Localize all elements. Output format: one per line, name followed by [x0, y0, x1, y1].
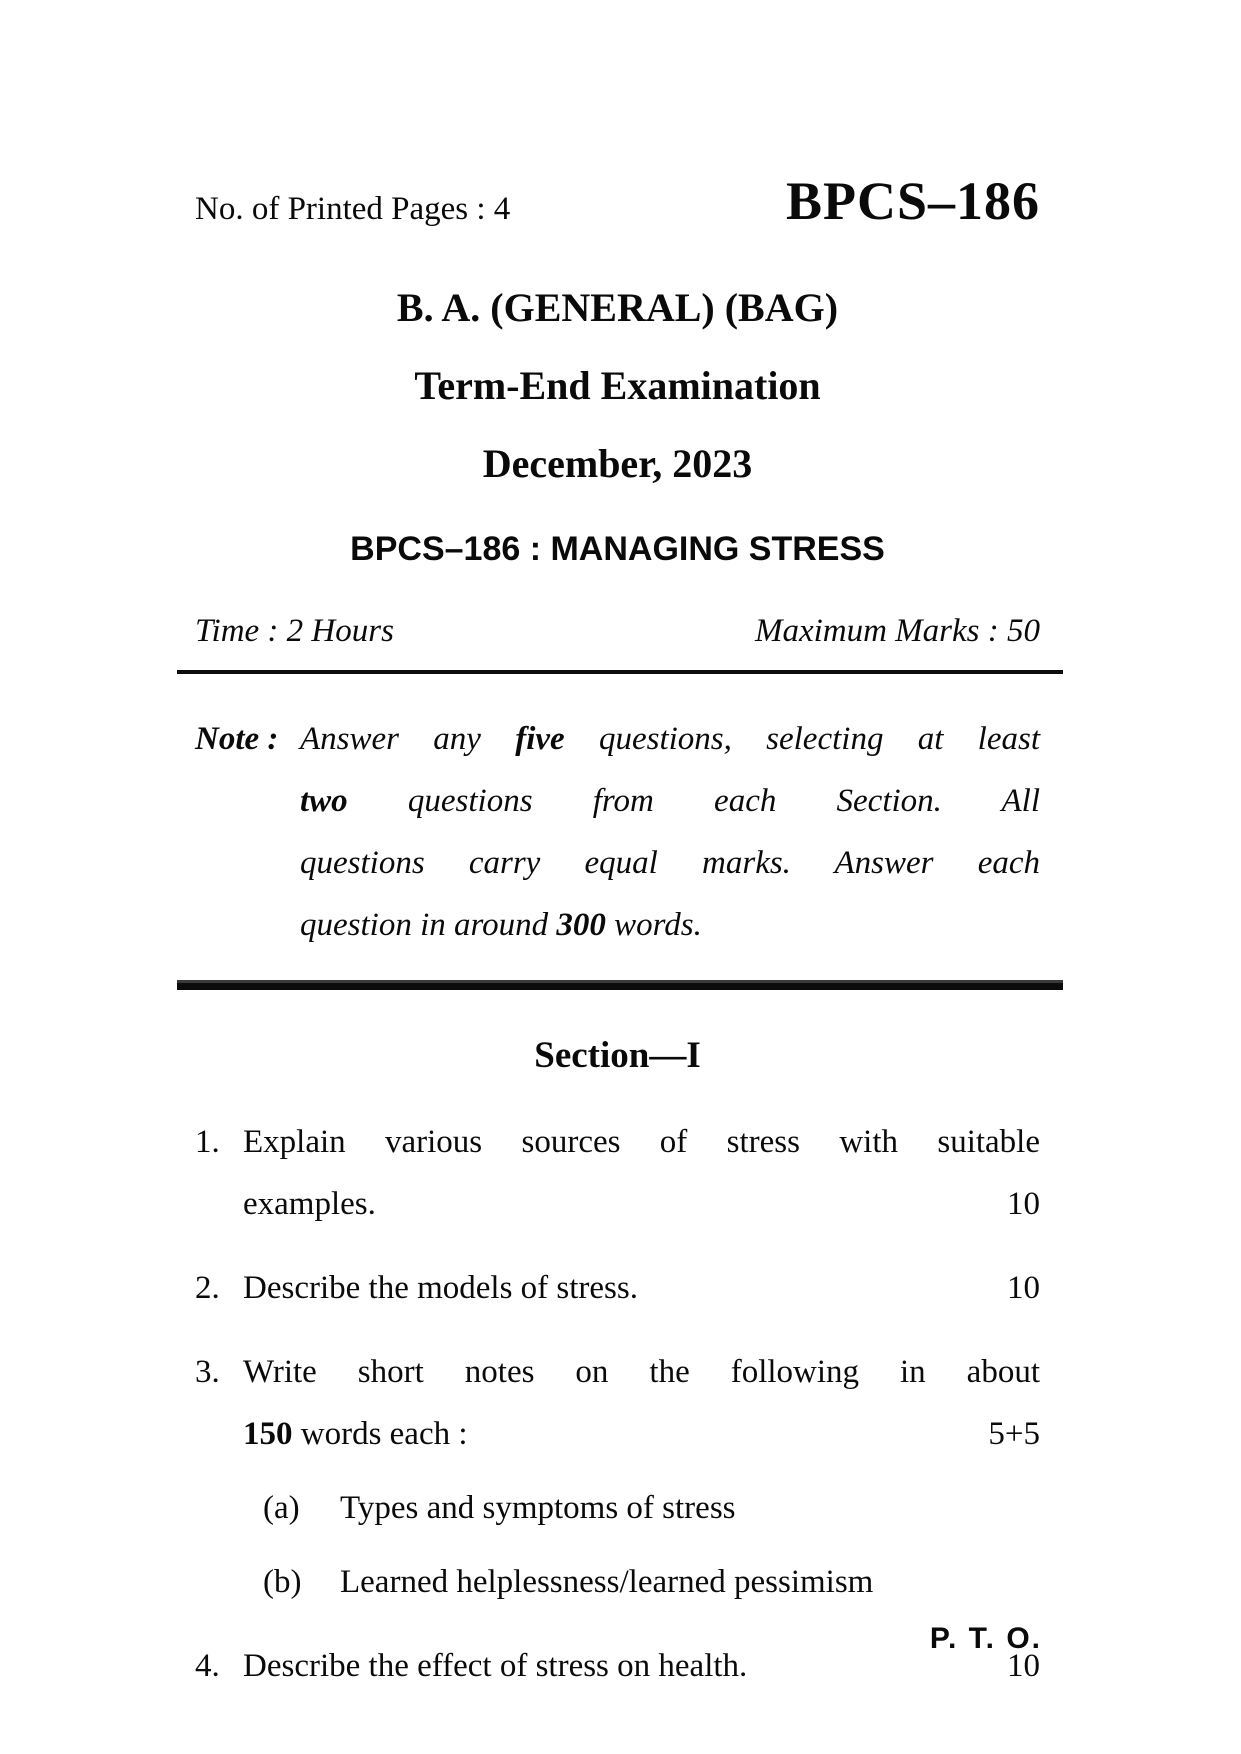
sub-question-item-a	[263, 1477, 1040, 1539]
sub-question-text: Learned helplessness/learned pessimism	[340, 1564, 874, 1600]
page-header	[195, 170, 1040, 232]
question-item-2	[195, 1257, 1040, 1319]
section-title: Section—I	[534, 1035, 701, 1076]
question-final-line	[243, 1403, 1040, 1465]
question-final-line	[243, 1173, 1040, 1235]
note-block	[195, 708, 1040, 956]
question-number: 1.	[195, 1124, 220, 1160]
note-label: Note :	[195, 721, 279, 757]
question-text: Describe the models of stress.	[243, 1270, 638, 1306]
degree-title: B. A. (GENERAL) (BAG)	[396, 285, 839, 330]
course-code-text: BPCS–186	[785, 171, 1040, 231]
course-subject-line: BPCS–186 : MANAGING STRESS	[350, 530, 885, 568]
question-body	[243, 1635, 1040, 1697]
question-item-4	[195, 1635, 1040, 1697]
printed-pages-text: No. of Printed Pages : 4	[195, 191, 511, 227]
question-final-line	[243, 1635, 1040, 1697]
question-text: examples.	[243, 1186, 376, 1222]
exam-title-block	[195, 284, 1040, 488]
sub-question-item-b	[263, 1551, 1040, 1613]
question-marks: 10	[1007, 1270, 1040, 1306]
double-rule-divider	[177, 980, 1063, 990]
sub-question-label: (a)	[263, 1490, 300, 1526]
question-marks: 5+5	[988, 1416, 1040, 1452]
question-item-1	[195, 1111, 1040, 1235]
exam-name-title: Term-End Examination	[414, 363, 821, 408]
question-body	[243, 1111, 1040, 1235]
question-final-line	[243, 1257, 1040, 1319]
question-number: 4.	[195, 1648, 220, 1684]
sub-question-label: (b)	[263, 1564, 302, 1600]
question-list	[195, 1111, 1040, 1697]
question-text-lines: Explain various sources of stress with suitable	[243, 1124, 1040, 1160]
single-rule-divider	[177, 670, 1063, 674]
max-marks-text: Maximum Marks : 50	[754, 613, 1040, 649]
sub-question-text: Types and symptoms of stress	[340, 1490, 736, 1526]
question-marks: 10	[1007, 1648, 1040, 1684]
question-body	[243, 1257, 1040, 1319]
question-item-3	[195, 1341, 1040, 1613]
time-marks-row	[195, 613, 1040, 650]
question-text-lines: Write short notes on the following in about	[243, 1354, 1040, 1390]
question-text: Describe the effect of stress on health.	[243, 1648, 748, 1684]
question-number: 3.	[195, 1354, 220, 1390]
time-allowed-text: Time : 2 Hours	[195, 613, 394, 649]
note-body: Answer any five questions, selecting at least two questions from each Section. All questions carry equal marks. Answer each question in around 300 words.	[300, 721, 1040, 943]
page-turn-over-text: P. T. O.	[929, 1622, 1042, 1655]
question-text: 150 words each :	[243, 1416, 468, 1452]
exam-session-title: December, 2023	[482, 441, 753, 486]
question-marks: 10	[1007, 1186, 1040, 1222]
question-number: 2.	[195, 1270, 220, 1306]
question-body	[243, 1341, 1040, 1613]
